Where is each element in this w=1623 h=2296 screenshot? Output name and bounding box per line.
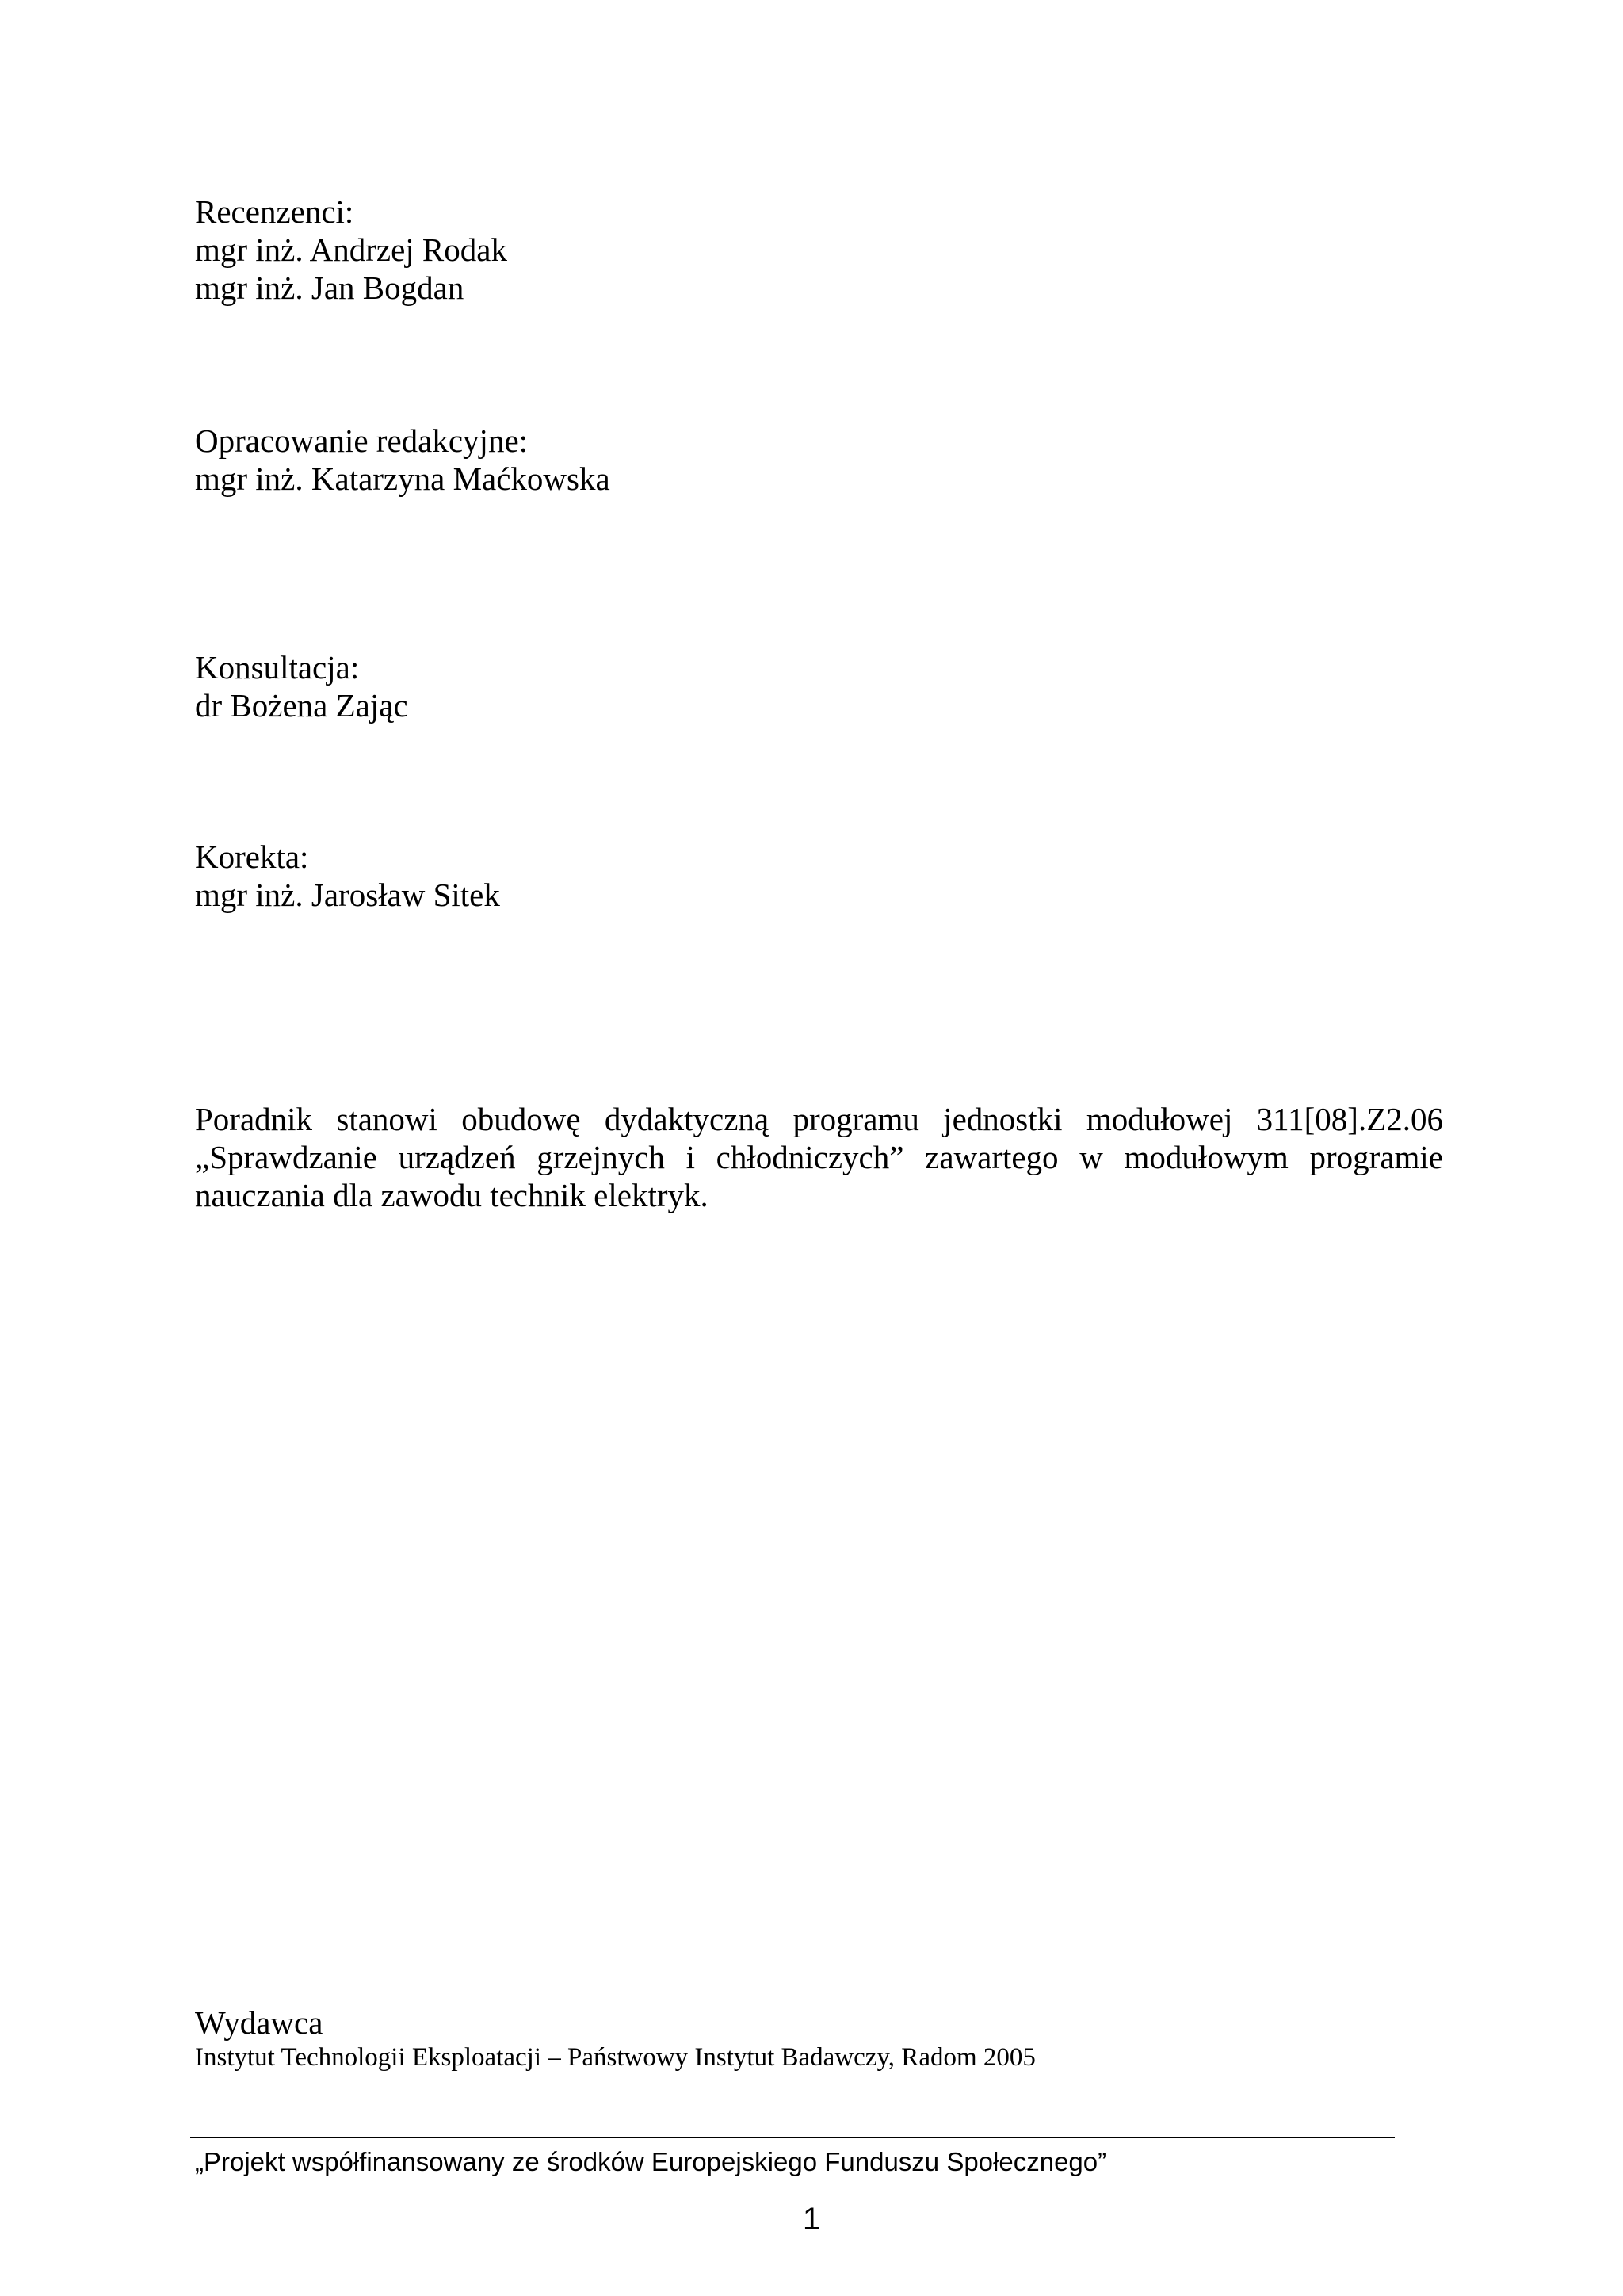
reviewers-heading: Recenzenci: — [195, 193, 354, 230]
reviewer-name: mgr inż. Jan Bogdan — [195, 269, 464, 306]
guide-description-paragraph: Poradnik stanowi obudowę dydaktyczną programu jednostki modułowej 311[08].Z2.06 „Sprawdzanie urządzeń grzejnych i chłodniczych” zawartego w modułowym programie nauczania dla zawodu technik elektryk. — [195, 1101, 1443, 1213]
editing-section — [195, 422, 610, 498]
publisher-section — [195, 2004, 1036, 2073]
editor-name: mgr inż. Katarzyna Maćkowska — [195, 460, 610, 497]
editing-heading: Opracowanie redakcyjne: — [195, 422, 529, 459]
publisher-label: Wydawca — [195, 2004, 323, 2041]
reviewer-name: mgr inż. Andrzej Rodak — [195, 231, 507, 268]
proofreading-heading: Korekta: — [195, 839, 309, 875]
consultation-section — [195, 648, 408, 724]
consultation-heading: Konsultacja: — [195, 649, 360, 686]
footer-divider — [190, 2137, 1395, 2138]
page-number: 1 — [802, 2202, 821, 2237]
proofreader-name: mgr inż. Jarosław Sitek — [195, 877, 500, 913]
proofreading-section — [195, 838, 500, 914]
consultant-name: dr Bożena Zając — [195, 687, 408, 724]
reviewers-section — [195, 193, 507, 307]
footer-funding-note: „Projekt współfinansowany ze środków Europejskiego Funduszu Społecznego” — [195, 2147, 1107, 2176]
publisher-name: Instytut Technologii Eksploatacji – Państwowy Instytut Badawczy, Radom 2005 — [195, 2043, 1036, 2072]
